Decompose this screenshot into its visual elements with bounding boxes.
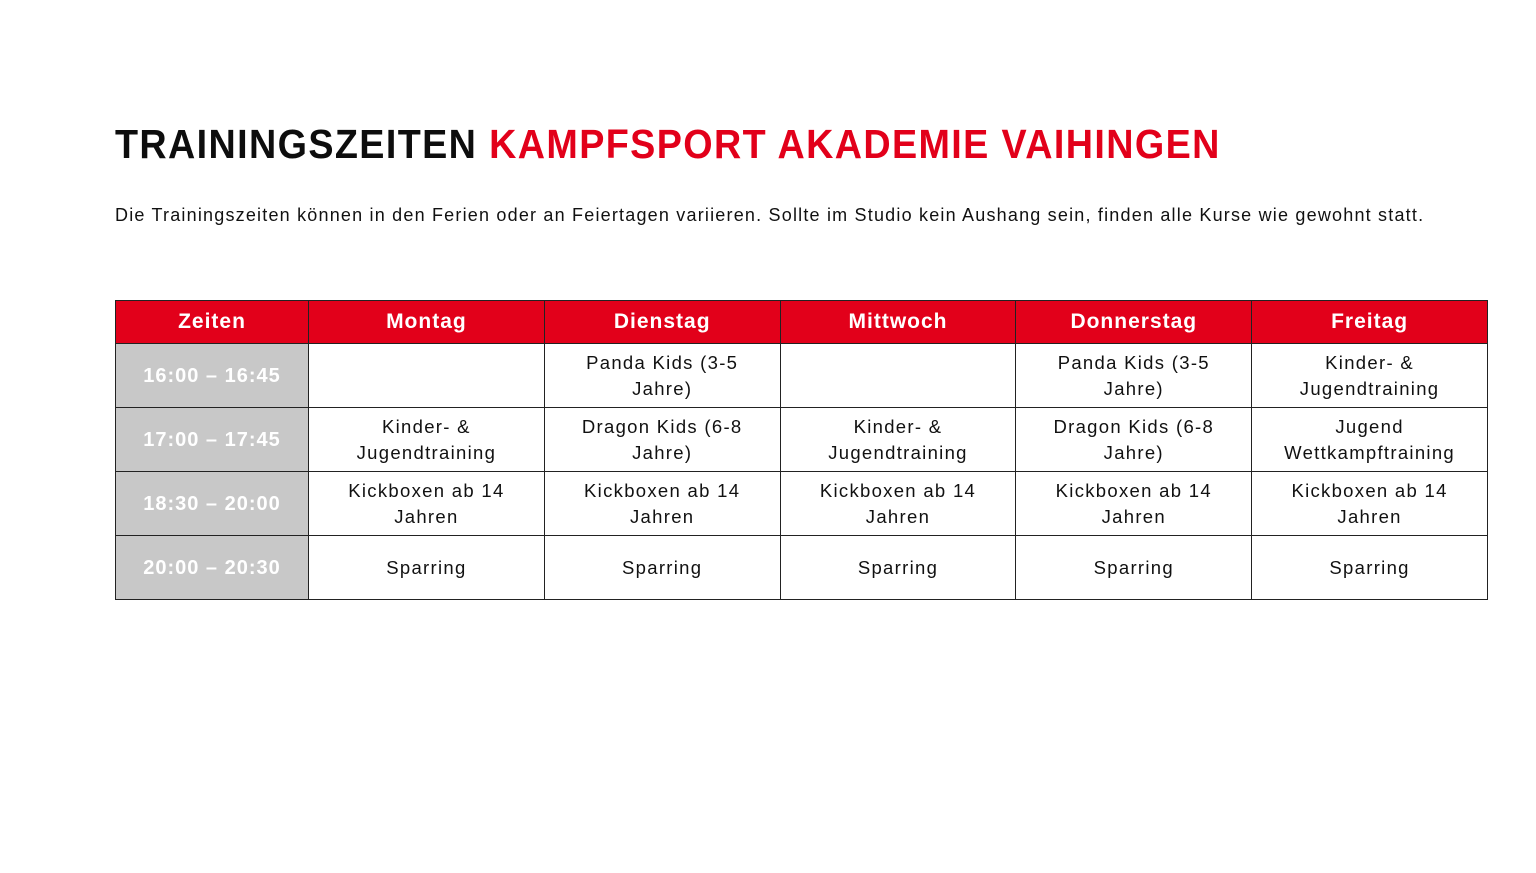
time-slot: 17:00 – 17:45 [116, 408, 309, 472]
header-thursday: Donnerstag [1016, 301, 1252, 344]
table-cell: Kickboxen ab 14 Jahren [309, 472, 545, 536]
title-part-academy: KAMPFSPORT AKADEMIE VAIHINGEN [489, 121, 1221, 167]
table-cell: Sparring [1016, 536, 1252, 600]
table-row [116, 408, 1488, 472]
table-cell: Sparring [544, 536, 780, 600]
table-cell [780, 344, 1016, 408]
page-title [115, 118, 1377, 170]
table-cell: Kickboxen ab 14 Jahren [544, 472, 780, 536]
table-cell: Panda Kids (3-5 Jahre) [1016, 344, 1252, 408]
table-cell: Panda Kids (3-5 Jahre) [544, 344, 780, 408]
intro-text: Die Trainingszeiten können in den Ferien oder an Feiertagen variieren. Sollte im Studio kein Aushang sein, finden alle Kurse wie gewohnt statt. [115, 205, 1425, 225]
header-wednesday: Mittwoch [780, 301, 1016, 344]
header-tuesday: Dienstag [544, 301, 780, 344]
title-part-training: TRAININGSZEITEN [115, 121, 478, 167]
table-cell: Jugend Wettkampftraining [1252, 408, 1488, 472]
header-time: Zeiten [116, 301, 309, 344]
table-cell: Sparring [1252, 536, 1488, 600]
table-cell [309, 344, 545, 408]
time-slot: 16:00 – 16:45 [116, 344, 309, 408]
table-cell: Kinder- & Jugendtraining [780, 408, 1016, 472]
table-header-row [116, 301, 1488, 344]
time-slot: 20:00 – 20:30 [116, 536, 309, 600]
header-monday: Montag [309, 301, 545, 344]
table-row [116, 472, 1488, 536]
table-row [116, 344, 1488, 408]
table-row [116, 536, 1488, 600]
table-cell: Kinder- & Jugendtraining [309, 408, 545, 472]
table-cell: Sparring [780, 536, 1016, 600]
table-cell: Kickboxen ab 14 Jahren [1252, 472, 1488, 536]
table-cell: Kickboxen ab 14 Jahren [1016, 472, 1252, 536]
table-cell: Sparring [309, 536, 545, 600]
schedule-section [115, 118, 1487, 579]
schedule-table [115, 300, 1488, 600]
table-cell: Dragon Kids (6-8 Jahre) [1016, 408, 1252, 472]
table-cell: Dragon Kids (6-8 Jahre) [544, 408, 780, 472]
time-slot: 18:30 – 20:00 [116, 472, 309, 536]
header-friday: Freitag [1252, 301, 1488, 344]
table-cell: Kinder- & Jugendtraining [1252, 344, 1488, 408]
table-cell: Kickboxen ab 14 Jahren [780, 472, 1016, 536]
